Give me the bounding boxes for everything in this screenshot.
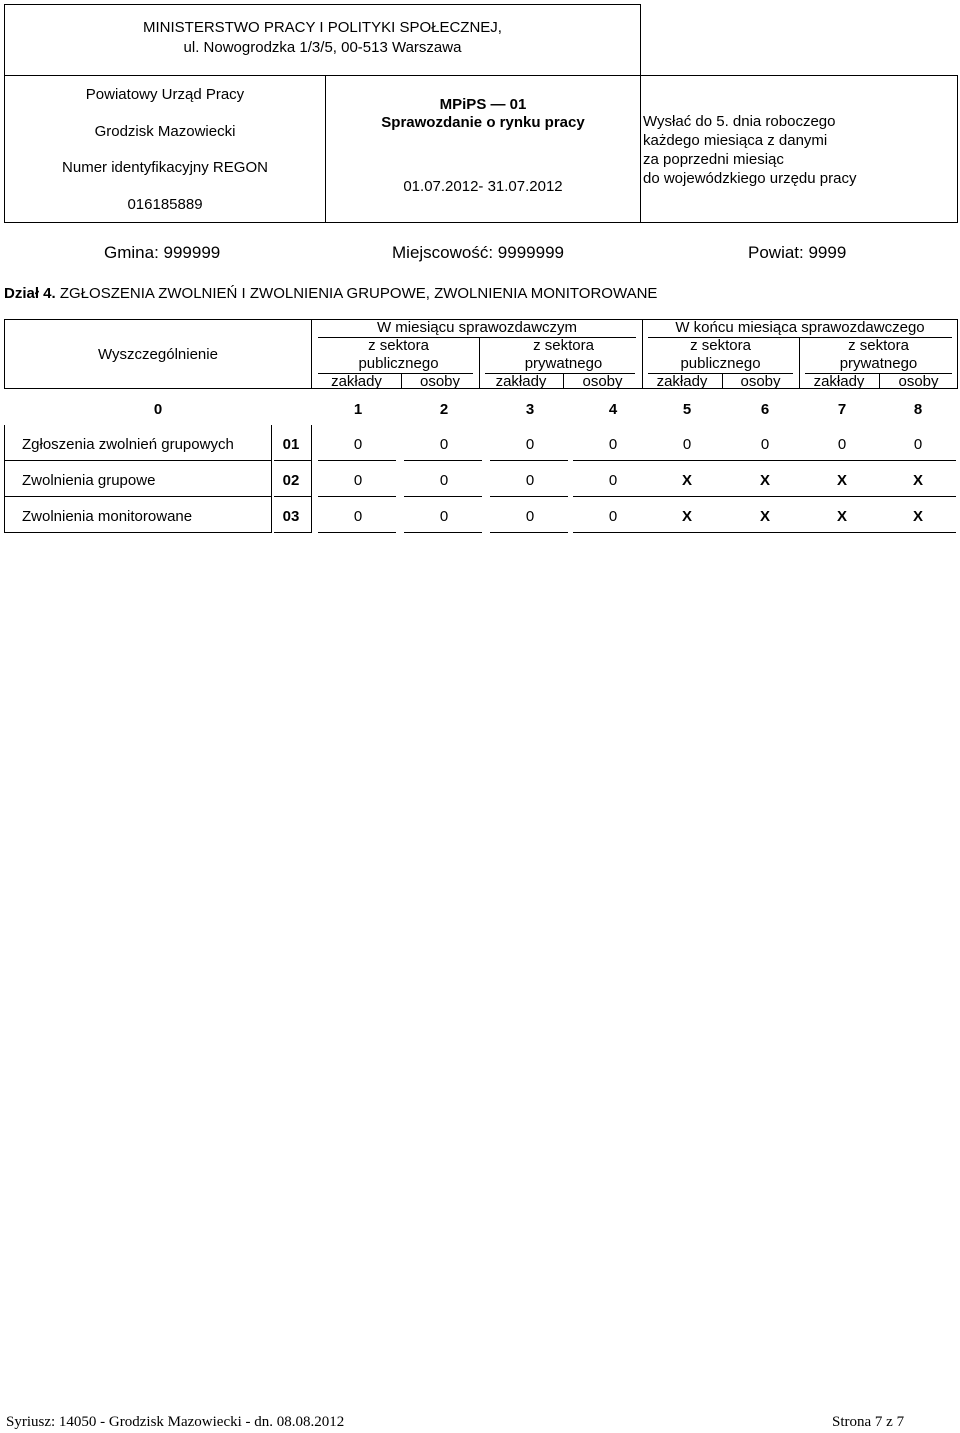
row-value: 0 — [608, 508, 618, 525]
row-value: X — [759, 472, 770, 489]
row-value: 0 — [913, 436, 923, 453]
row-code: 02 — [282, 472, 300, 489]
row-value: 0 — [682, 436, 692, 453]
send-line-3: za poprzedni miesiąc — [643, 151, 784, 168]
regon-number: 016185889 — [127, 196, 203, 213]
colnum-5: 5 — [682, 401, 692, 418]
colnum-1: 1 — [353, 401, 363, 418]
report-code: MPiPS — 01 — [439, 96, 527, 113]
sector2-z: z sektora — [533, 337, 594, 354]
row-value: X — [681, 472, 692, 489]
colnum-8: 8 — [913, 401, 923, 418]
spec-header: Wyszczególnienie — [98, 346, 218, 363]
sector1-z: z sektora — [368, 337, 429, 354]
sub-osoby-4: osoby — [898, 373, 939, 390]
group1-header: W miesiącu sprawozdawczym — [376, 319, 578, 336]
row-value: 0 — [439, 472, 449, 489]
send-line-4: do wojewódzkiego urzędu pracy — [643, 170, 857, 187]
row-label: Zwolnienia monitorowane — [22, 508, 193, 525]
sector3-z: z sektora — [690, 337, 751, 354]
regon-label: Numer identyfikacyjny REGON — [62, 159, 268, 176]
colnum-2: 2 — [439, 401, 449, 418]
row-value: 0 — [760, 436, 770, 453]
sub-osoby-2: osoby — [582, 373, 623, 390]
colnum-0: 0 — [153, 401, 163, 418]
sub-zaklady-4: zakłady — [813, 373, 865, 390]
row-value: 0 — [525, 472, 535, 489]
report-period: 01.07.2012- 31.07.2012 — [403, 178, 563, 195]
row-value: X — [912, 508, 923, 525]
office-name: Powiatowy Urząd Pracy — [85, 86, 245, 103]
section-prefix: Dział 4. — [4, 285, 56, 302]
colnum-3: 3 — [525, 401, 535, 418]
sub-zaklady-2: zakłady — [495, 373, 547, 390]
gmina: Gmina: 999999 — [104, 243, 221, 262]
sector1-type: publicznego — [358, 355, 439, 372]
row-value: 0 — [525, 508, 535, 525]
row-value: X — [836, 508, 847, 525]
sub-zaklady-1: zakłady — [331, 373, 382, 390]
row-value: 0 — [608, 436, 618, 453]
section-title — [4, 285, 657, 302]
row-value: 0 — [525, 436, 535, 453]
footer-right: Strona 7 z 7 — [832, 1414, 905, 1430]
sector4-type: prywatnego — [839, 355, 918, 372]
row-value: 0 — [608, 472, 618, 489]
row-value: X — [681, 508, 692, 525]
colnum-4: 4 — [608, 401, 618, 418]
office-city: Grodzisk Mazowiecki — [94, 123, 236, 140]
sector2-type: prywatnego — [524, 355, 603, 372]
sector4-z: z sektora — [848, 337, 909, 354]
send-line-1: Wysłać do 5. dnia roboczego — [643, 113, 836, 130]
miejscowosc: Miejscowość: 9999999 — [392, 243, 564, 262]
send-box — [640, 75, 958, 223]
powiat: Powiat: 9999 — [748, 243, 847, 262]
row-value: 0 — [353, 436, 363, 453]
section-name: ZGŁOSZENIA ZWOLNIEŃ I ZWOLNIENIA GRUPOWE, ZWOLNIENIA MONITOROWANE — [55, 285, 658, 302]
row-label: Zwolnienia grupowe — [22, 472, 156, 489]
row-value: X — [912, 472, 923, 489]
ministry-name: MINISTERSTWO PRACY I POLITYKI SPOŁECZNEJ, — [143, 19, 502, 36]
row-value: X — [836, 472, 847, 489]
sub-zaklady-3: zakłady — [656, 373, 708, 390]
send-line-2: każdego miesiąca z danymi — [643, 132, 828, 149]
ministry-address: ul. Nowogrodzka 1/3/5, 00-513 Warszawa — [183, 39, 462, 56]
row-value: 0 — [439, 436, 449, 453]
row-value: 0 — [837, 436, 847, 453]
row-value: 0 — [439, 508, 449, 525]
colnum-7: 7 — [837, 401, 847, 418]
sub-osoby-3: osoby — [740, 373, 781, 390]
row-value: 0 — [353, 508, 363, 525]
report-title: Sprawozdanie o rynku pracy — [381, 114, 585, 131]
row-code: 03 — [282, 508, 300, 525]
group2-header: W końcu miesiąca sprawozdawczego — [675, 319, 925, 336]
sector3-type: publicznego — [680, 355, 761, 372]
row-value: 0 — [353, 472, 363, 489]
sub-osoby-1: osoby — [419, 373, 461, 390]
row-code: 01 — [282, 436, 300, 453]
footer-left: Syriusz: 14050 - Grodzisk Mazowiecki - dn. 08.08.2012 — [6, 1414, 345, 1430]
row-label: Zgłoszenia zwolnień grupowych — [22, 436, 234, 453]
colnum-6: 6 — [760, 401, 770, 418]
row-value: X — [759, 508, 770, 525]
